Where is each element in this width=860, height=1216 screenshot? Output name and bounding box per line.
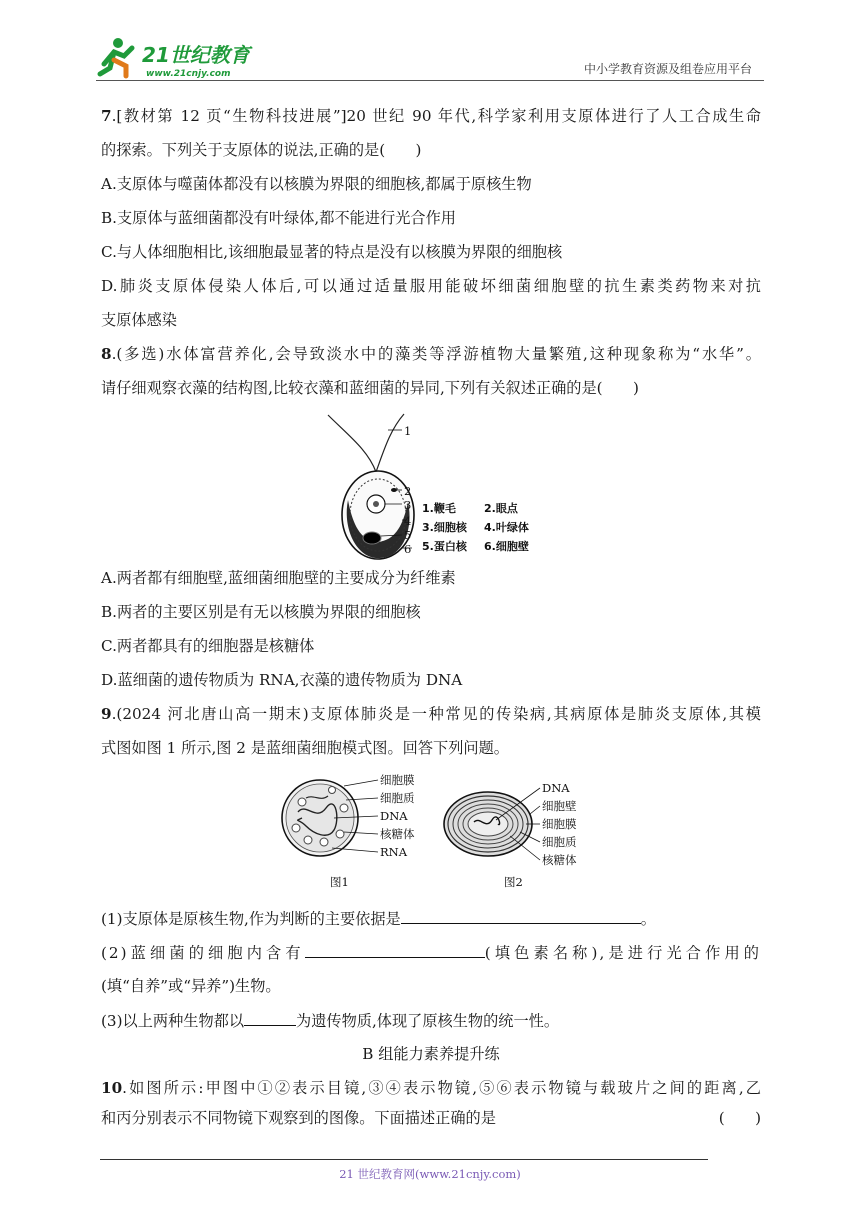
q9-part3-blank (244, 1010, 296, 1026)
q7-stem-line1: 7.[教材第 12 页“生物科技进展”]20 世纪 90 年代,科学家利用支原体进行了人工合成生命 (101, 107, 761, 125)
q8-option-d: D.蓝细菌的遗传物质为 RNA,衣藻的遗传物质为 DNA (101, 671, 463, 689)
fig8-legend-2: 2.眼点 (484, 502, 518, 515)
fig2-label-wall: 细胞壁 (542, 799, 577, 813)
fig1-label-ribosome: 核糖体 (380, 827, 415, 841)
fig8-num-2: 2 (404, 484, 412, 498)
fig1-label-membrane: 细胞膜 (380, 773, 415, 787)
chlamydomonas-figure (318, 410, 548, 560)
fig8-num-1: 1 (404, 424, 412, 438)
fig8-num-6: 6 (404, 542, 412, 556)
q10-stem-line2: 和丙分别表示不同物镜下观察到的图像。下面描述正确的是 ( ) (101, 1109, 761, 1127)
fig8-legend-5: 5.蛋白核 (422, 540, 467, 553)
q8-option-b: B.两者的主要区别是有无以核膜为界限的细胞核 (101, 603, 421, 621)
q8-number: 8 (101, 345, 112, 363)
fig2-label-ribosome: 核糖体 (542, 853, 577, 867)
mycoplasma-figure (276, 772, 436, 890)
header-divider (96, 80, 764, 81)
section-heading: B 组能力素养提升练 (362, 1045, 500, 1063)
logo-url: www.21cnjy.com (146, 69, 231, 79)
fig8-num-3: 3 (404, 498, 412, 512)
q7-number: 7 (101, 107, 112, 125)
q9-part1: (1)支原体是原核生物,作为判断的主要依据是 。 (101, 910, 656, 928)
fig2-label-membrane: 细胞膜 (542, 817, 577, 831)
q9-number: 9 (101, 705, 112, 723)
fig8-num-5: 5 (404, 528, 412, 542)
q7-option-d-line1: D.肺炎支原体侵染人体后,可以通过适量服用能破坏细菌细胞壁的抗生素类药物来对抗 (101, 277, 761, 295)
q9-part2-line1: (2)蓝细菌的细胞内含有 (填色素名称),是进行光合作用的 (101, 944, 761, 962)
q10-answer-paren: ( ) (718, 1109, 761, 1127)
fig2-label-dna: DNA (542, 781, 570, 795)
q8-option-c: C.两者都具有的细胞器是核糖体 (101, 637, 315, 655)
q9-part2-line2: (填“自养”或“异养”)生物。 (101, 977, 281, 995)
q8-stem-line2: 请仔细观察衣藻的结构图,比较衣藻和蓝细菌的异同,下列有关叙述正确的是( ) (101, 379, 639, 397)
fig8-legend-4: 4.叶绿体 (484, 521, 529, 534)
q8-stem-line1: 8.(多选)水体富营养化,会导致淡水中的藻类等浮游植物大量繁殖,这种现象称为“水华”。 (101, 345, 761, 363)
q7-stem-line2: 的探索。下列关于支原体的说法,正确的是( ) (101, 141, 422, 159)
platform-name: 中小学教育资源及组卷应用平台 (583, 62, 752, 76)
fig2-caption: 图2 (504, 875, 523, 889)
q9-stem-line2: 式图如图 1 所示,图 2 是蓝细菌细胞模式图。回答下列问题。 (101, 739, 509, 757)
fig1-label-cytoplasm: 细胞质 (380, 791, 415, 805)
q7-option-c: C.与人体细胞相比,该细胞最显著的特点是没有以核膜为界限的细胞核 (101, 243, 563, 261)
site-logo (96, 34, 261, 80)
footer-divider (100, 1159, 708, 1160)
fig2-label-cytoplasm: 细胞质 (542, 835, 577, 849)
q9-part3: (3)以上两种生物都以 为遗传物质,体现了原核生物的统一性。 (101, 1012, 560, 1030)
q9-stem-line1: 9.(2024 河北唐山高一期末)支原体肺炎是一种常见的传染病,其病原体是肺炎支原体,其模 (101, 705, 761, 723)
q9-part2-blank (305, 942, 485, 958)
q9-part1-blank (401, 908, 641, 924)
fig8-num-4: 4 (404, 514, 412, 528)
q7-option-a: A.支原体与噬菌体都没有以核膜为界限的细胞核,都属于原核生物 (101, 175, 532, 193)
fig1-label-rna: RNA (380, 845, 408, 859)
q10-number: 10 (101, 1079, 123, 1097)
fig8-legend-3: 3.细胞核 (422, 521, 467, 534)
q10-stem-line1: 10.如图所示:甲图中①②表示目镜,③④表示物镜,⑤⑥表示物镜与载玻片之间的距离,乙 (101, 1079, 761, 1097)
fig1-label-dna: DNA (380, 809, 408, 823)
runner-icon (100, 38, 132, 76)
fig8-legend-6: 6.细胞壁 (484, 540, 529, 553)
cyanobacteria-figure (440, 778, 610, 890)
fig1-caption: 图1 (330, 875, 349, 889)
q7-option-d-line2: 支原体感染 (101, 311, 177, 329)
footer-source: 21 世纪教育网(www.21cnjy.com) (339, 1167, 521, 1181)
q7-option-b: B.支原体与蓝细菌都没有叶绿体,都不能进行光合作用 (101, 209, 456, 227)
q8-option-a: A.两者都有细胞壁,蓝细菌细胞壁的主要成分为纤维素 (101, 569, 456, 587)
fig8-legend-1: 1.鞭毛 (422, 502, 456, 515)
logo-text: 21世纪教育 (142, 43, 250, 67)
